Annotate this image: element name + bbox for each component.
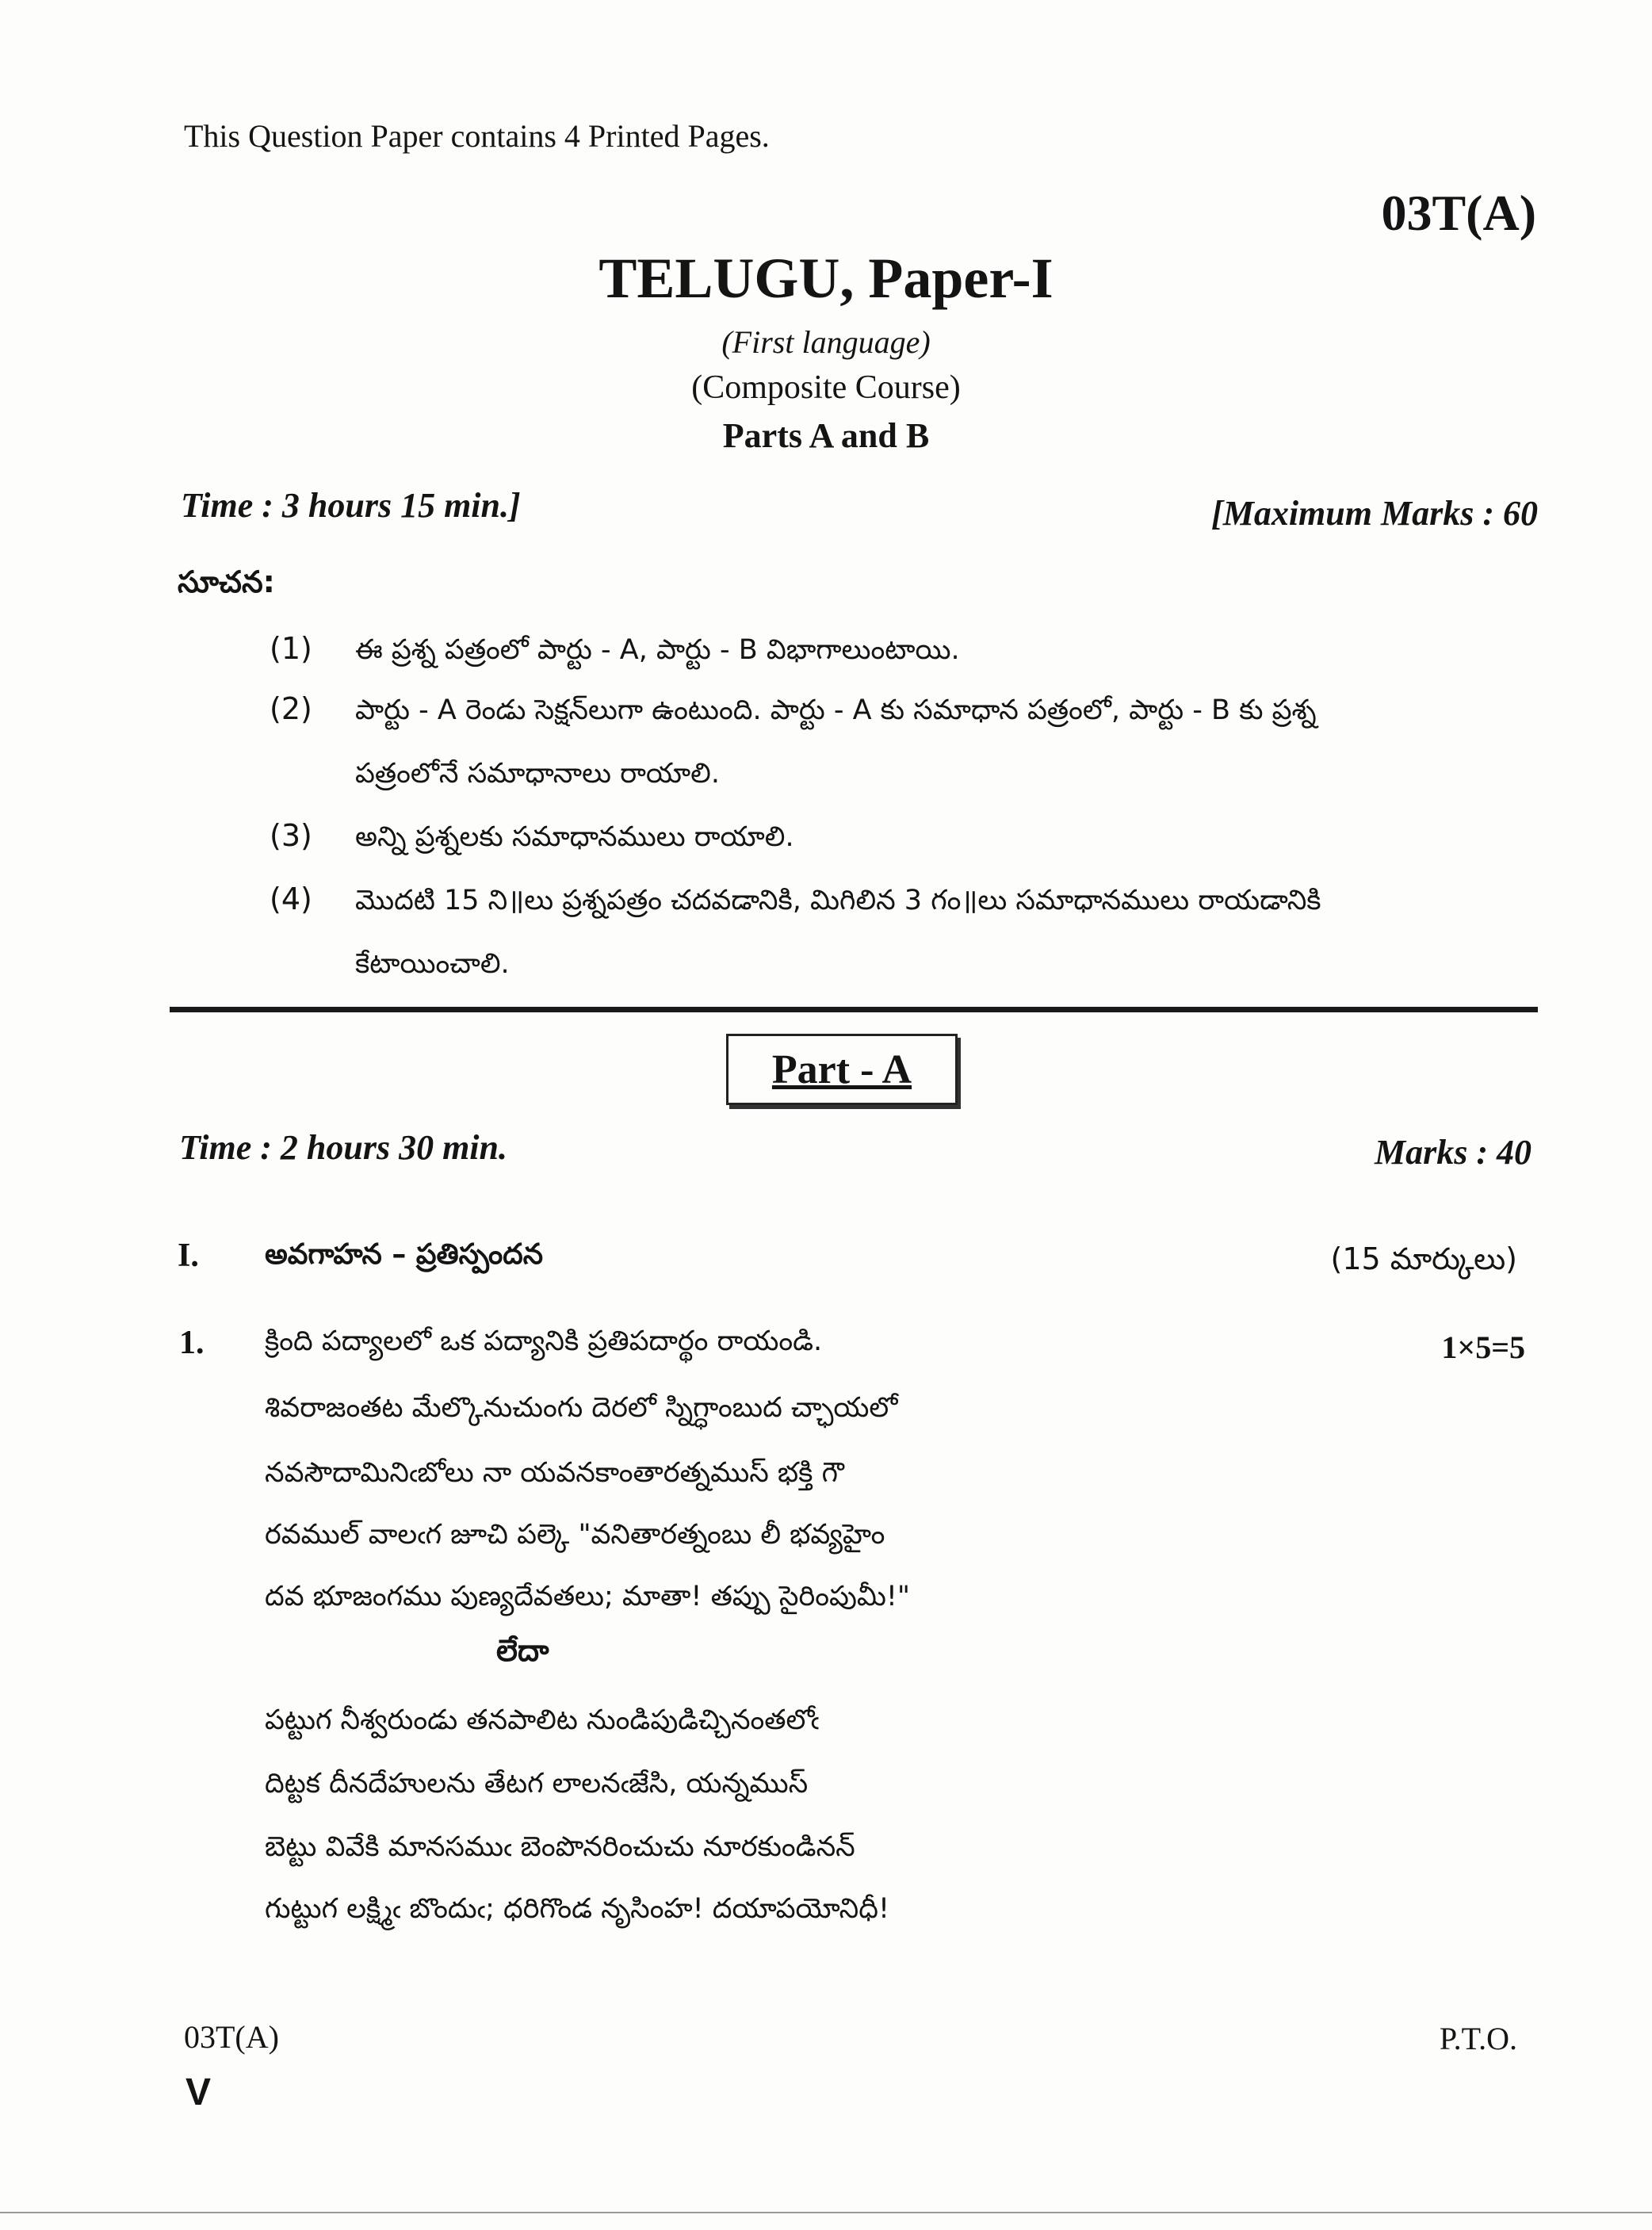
poem-line: దిట్టక దీనదేహులను తేటగ లాలనఁజేసి, యన్నముస్: [265, 1768, 809, 1800]
part-a-time: Time : 2 hours 30 min.: [179, 1128, 507, 1167]
poem-line: బెట్టు వివేకి మానసముఁ బెంపొనరించుచు నూరకుండినన్: [265, 1831, 855, 1863]
section-marks: (15 మార్కులు): [1330, 1241, 1517, 1276]
instruction-number: (1): [270, 631, 312, 666]
subtitle-language: (First language): [721, 324, 931, 360]
question-number: 1.: [179, 1325, 205, 1361]
instruction-text: ఈ ప్రశ్న పత్రంలో పార్టు - A, పార్టు - B విభాగాలుంటాయి.: [355, 634, 960, 666]
page-notice: This Question Paper contains 4 Printed Pages.: [184, 118, 770, 154]
poem-line: రవముల్ వాలఁగ జూచి పల్కె "వనితారత్నంబు లీ భవ్యహైం: [265, 1519, 885, 1551]
paper-title: TELUGU, Paper-I: [598, 247, 1054, 310]
section-numeral: I.: [178, 1237, 199, 1274]
instruction-text-continued: కేటాయించాలి.: [355, 948, 510, 980]
part-a-label: Part - A: [726, 1034, 958, 1105]
instruction-number: (2): [270, 691, 312, 726]
section-title: అవగాహన – ప్రతిస్పందన: [265, 1238, 543, 1271]
subtitle-course: (Composite Course): [691, 369, 961, 406]
poem-line: పట్టుగ నీశ్వరుండు తనపాలిట నుండిపుడిచ్చినంతలోఁ: [265, 1704, 820, 1736]
poem-line: శివరాజంతట మేల్కొనుచుంగు దెరలో స్నిగ్ధాంబుద చ్ఛాయలో: [265, 1392, 898, 1424]
instruction-text: అన్ని ప్రశ్నలకు సమాధానములు రాయాలి.: [355, 821, 794, 853]
instructions-heading: సూచన:: [178, 564, 275, 599]
poem-line: నవసౌదామినిఁబోలు నా యవనకాంతారత్నముస్ భక్తి గౌ: [265, 1457, 844, 1489]
poem-line: దవ భూజంగము పుణ్యదేవతలు; మాతా! తప్పు సైరింపుమీ!": [265, 1581, 911, 1612]
maximum-marks: [Maximum Marks : 60: [1211, 494, 1538, 533]
footer-paper-code: 03T(A): [184, 2019, 279, 2055]
footer-mark: V: [185, 2071, 212, 2113]
part-a-marks: Marks : 40: [1374, 1133, 1532, 1172]
instruction-number: (4): [270, 882, 312, 916]
instruction-number: (3): [270, 818, 312, 853]
question-text: క్రింది పద్యాలలో ఒక పద్యానికి ప్రతిపదార్థం రాయండి.: [265, 1325, 823, 1357]
horizontal-divider: [170, 1007, 1538, 1012]
instruction-text: మొదటి 15 ని॥లు ప్రశ్నపత్రం చదవడానికి, మిగిలిన 3 గం॥లు సమాధానములు రాయడానికి: [355, 885, 1321, 916]
question-marks: 1×5=5: [1441, 1329, 1525, 1365]
paper-code: 03T(A): [1381, 185, 1536, 241]
or-label: లేదా: [496, 1633, 549, 1668]
subtitle-parts: Parts A and B: [722, 416, 930, 455]
footer-pto: P.T.O.: [1439, 2021, 1517, 2056]
page-bottom-edge: [0, 2212, 1652, 2213]
instruction-text: పార్టు - A రెండు సెక్షన్‌లుగా ఉంటుంది. పార్టు - A కు సమాధాన పత్రంలో, పార్టు - B కు ప్రశ్న: [355, 694, 1317, 726]
instruction-text-continued: పత్రంలోనే సమాధానాలు రాయాలి.: [355, 758, 720, 790]
poem-line: గుట్టుగ లక్ష్మిఁ బొందుఁ; ధరిగొండ నృసింహ! దయాపయోనిధీ!: [265, 1893, 889, 1925]
total-time: Time : 3 hours 15 min.]: [181, 486, 521, 525]
